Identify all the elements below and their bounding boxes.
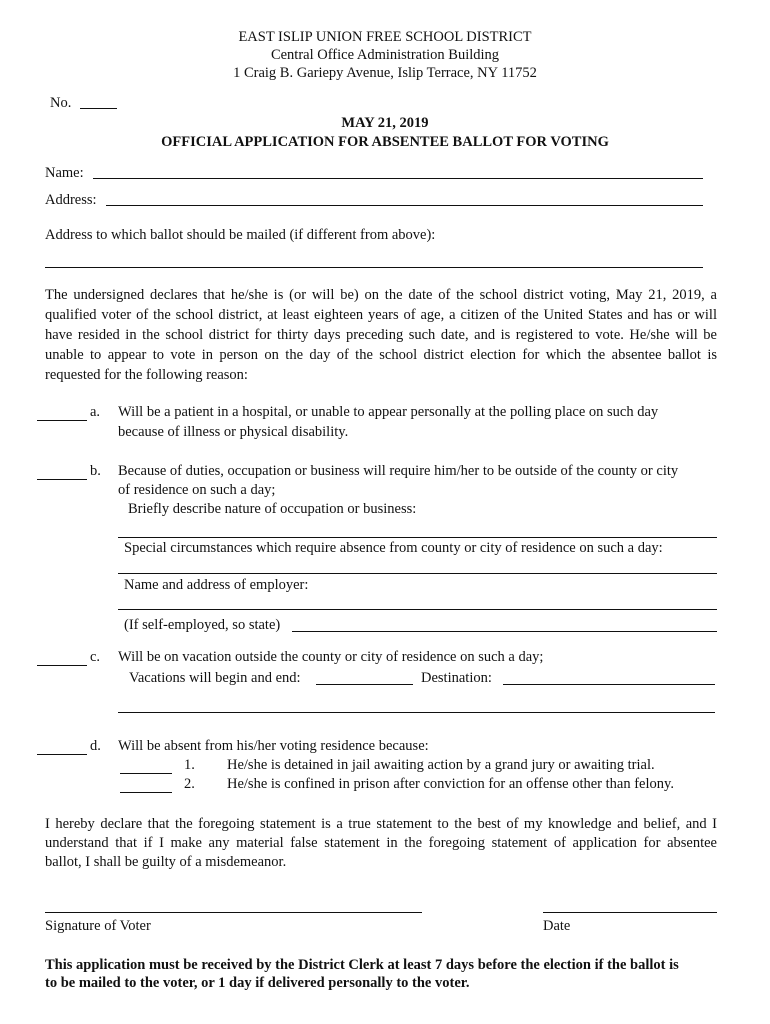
special-circumstances-label: Special circumstances which require absence from county or city of residence on such a day: [124,540,663,556]
date-label: Date [543,918,571,934]
certification-line: ballot, I shall be guilty of a misdemeanor. [45,854,287,870]
form-title: OFFICIAL APPLICATION FOR ABSENTEE BALLOT FOR VOTING [161,134,609,150]
reason-b-text-cont: of residence on such a day; [118,482,276,498]
building-name: Central Office Administration Building [270,47,500,63]
declaration-line: have resided in the school district for thirty days preceding such date, and is registered to vote. He/she will be [45,327,717,343]
employer-label: Name and address of employer: [124,577,309,593]
destination-field[interactable] [503,684,715,685]
form-number-label: No. [50,95,72,111]
reason-a-text: Will be a patient in a hospital, or unable to appear personally at the polling place on such day [118,404,659,420]
occupation-describe-label: Briefly describe nature of occupation or business: [128,501,417,517]
reason-b-checkbox-blank[interactable] [37,479,87,480]
reason-b-text: Because of duties, occupation or business will require him/her to be outside of the county or city [118,463,679,479]
vacation-dates-label: Vacations will begin and end: [129,670,301,686]
self-employed-label: (If self-employed, so state) [124,617,281,633]
reason-d2-text: He/she is confined in prison after conviction for an offense other than felony. [227,776,674,792]
reason-d2-checkbox-blank[interactable] [120,792,172,793]
reason-d-letter: d. [90,738,101,754]
deadline-notice: This application must be received by the District Clerk at least 7 days before the election if the ballot is [45,957,679,973]
self-employed-field[interactable] [292,631,717,632]
declaration-line: unable to appear to vote in person on the day of the school district election for which the absentee ballot is [45,347,717,363]
name-field[interactable] [93,178,703,179]
reason-c-letter: c. [90,649,101,665]
reason-d-text: Will be absent from his/her voting residence because: [118,738,429,754]
reason-d1-checkbox-blank[interactable] [120,773,172,774]
reason-c-checkbox-blank[interactable] [37,665,87,666]
name-label: Name: [45,165,84,181]
reason-d1-number: 1. [184,757,195,773]
declaration-line: The undersigned declares that he/she is (or will be) on the date of the school district voting, May 21, 2019, a [45,287,717,303]
reason-d-checkbox-blank[interactable] [37,754,87,755]
election-date: MAY 21, 2019 [341,115,429,131]
signature-label: Signature of Voter [45,918,151,934]
mailing-address-field[interactable] [45,267,703,268]
vacation-dates-field[interactable] [316,684,413,685]
reason-d2-number: 2. [184,776,195,792]
reason-d1-text: He/she is detained in jail awaiting action by a grand jury or awaiting trial. [227,757,655,773]
reason-c-text: Will be on vacation outside the county or city of residence on such a day; [118,649,544,665]
reason-a-checkbox-blank[interactable] [37,420,87,421]
mailing-address-label: Address to which ballot should be mailed (if different from above): [45,227,436,243]
destination-field-cont[interactable] [118,712,715,713]
form-number-blank[interactable] [80,108,117,109]
special-circumstances-field[interactable] [118,573,717,574]
reason-a-letter: a. [90,404,101,420]
address-label: Address: [45,192,97,208]
certification-line: understand that if I make any material false statement in the foregoing statement of application for absentee [45,835,717,851]
occupation-field[interactable] [118,537,717,538]
deadline-notice-cont: to be mailed to the voter, or 1 day if delivered personally to the voter. [45,975,470,991]
declaration-line: qualified voter of the school district, at least eighteen years of age, a citizen of the United States and has or will [45,307,717,323]
signature-field[interactable] [45,912,422,913]
date-field[interactable] [543,912,717,913]
reason-a-text-cont: because of illness or physical disability. [118,424,349,440]
destination-label: Destination: [421,670,492,686]
address-field[interactable] [106,205,703,206]
declaration-line: requested for the following reason: [45,367,248,383]
district-address: 1 Craig B. Gariepy Avenue, Islip Terrace, NY 11752 [233,65,537,81]
employer-field[interactable] [118,609,717,610]
district-name: EAST ISLIP UNION FREE SCHOOL DISTRICT [238,29,532,45]
certification-line: I hereby declare that the foregoing statement is a true statement to the best of my knowledge and belief, and I [45,816,717,832]
reason-b-letter: b. [90,463,101,479]
